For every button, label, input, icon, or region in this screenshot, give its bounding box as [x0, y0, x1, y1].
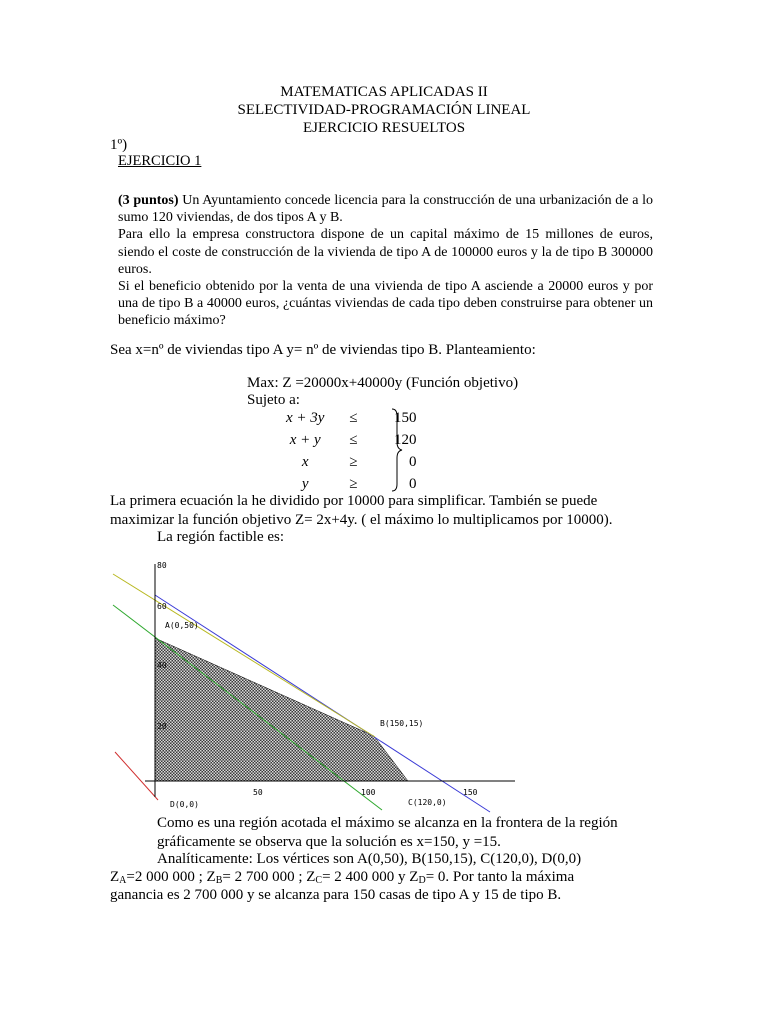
vertices-line: Analíticamente: Los vértices son A(0,50), B(150,15), C(120,0), D(0,0): [157, 851, 582, 867]
x-tick-label: 150: [463, 788, 478, 797]
vertex-label-a: A(0,50): [165, 621, 199, 630]
objective-function: Max: Z =20000x+40000y (Función objetivo): [247, 375, 519, 391]
exercise-paragraph-3: Si el beneficio obtenido por la venta de una vivienda de tipo A asciende a 20000 euros y por una de tipo B a 40000 euros, ¿cuántas viviendas de cada tipo deben construirse para obtener un beneficio máximo?: [118, 279, 653, 329]
exercise-paragraph-2: Para ello la empresa constructora dispone de un capital máximo de 15 millones de euros, siendo el coste de construcción de la vivienda de tipo A de 100000 euros y la de tipo B 300000 euros.: [118, 227, 653, 277]
exercise-number: 1º): [110, 137, 128, 153]
feasible-region-graph: [110, 552, 520, 822]
title-line-3: EJERCICIO RESUELTOS: [302, 120, 466, 136]
variable-definition: Sea x=nº de viviendas tipo A y= nº de viviendas tipo B. Planteamiento:: [110, 342, 536, 358]
conclusion-paragraph: Como es una región acotada el máximo se alcanza en la frontera de la región gráficamente se observa que la solución es x=150, y =15.: [157, 815, 618, 850]
exercise-points: (3 puntos): [118, 193, 179, 208]
feasible-region: [155, 638, 408, 781]
exercise-paragraph-1: (3 puntos) Un Ayuntamiento concede licencia para la construcción de una urbanización de a lo sumo 120 viviendas, de dos tipos A y B.: [118, 193, 654, 226]
y-tick-label: 80: [157, 561, 167, 570]
constraint-row: x + y ≤ 120: [289, 431, 417, 448]
title-line-2: SELECTIVIDAD-PROGRAMACIÓN LINEAL: [237, 102, 531, 118]
y-tick-label: 40: [157, 661, 167, 670]
constraint-row: y ≥ 0: [301, 475, 417, 492]
final-answer-line: ganancia es 2 700 000 y se alcanza para 150 casas de tipo A y 15 de tipo B.: [110, 887, 562, 903]
feasible-region-label: La región factible es:: [157, 529, 285, 545]
brace-symbol: [390, 408, 404, 492]
x-tick-label: 100: [361, 788, 376, 797]
subject-to-label: Sujeto a:: [247, 392, 300, 408]
vertex-label-b: B(150,15): [380, 719, 424, 728]
exercise-statement: [118, 192, 653, 330]
y-tick-label: 60: [157, 602, 167, 611]
exercise-title: EJERCICIO 1: [118, 153, 202, 169]
y-tick-label: 20: [157, 722, 167, 731]
vertex-label-d: D(0,0): [170, 800, 199, 809]
title-line-1: MATEMATICAS APLICADAS II: [280, 84, 488, 100]
constraint-row: x + 3y ≤ 150: [286, 409, 417, 426]
objective-values-line: $Z_A=2$ 000 000 ; $Z_B= 2$ 700 000 ; $Z_C= 2$ 400 000 y $Z_D= 0$. Por tanto la máxima: [110, 869, 575, 886]
explanation-paragraph: La primera ecuación la he dividido por 10000 para simplificar. También se puede maximizar la función objetivo Z= 2x+4y. ( el máximo lo multiplicamos por 10000).: [110, 493, 613, 528]
x-tick-label: 50: [253, 788, 263, 797]
constraint-line-red: [115, 752, 158, 800]
constraint-row: x ≥ 0: [301, 453, 417, 470]
vertex-label-c: C(120,0): [408, 798, 447, 807]
